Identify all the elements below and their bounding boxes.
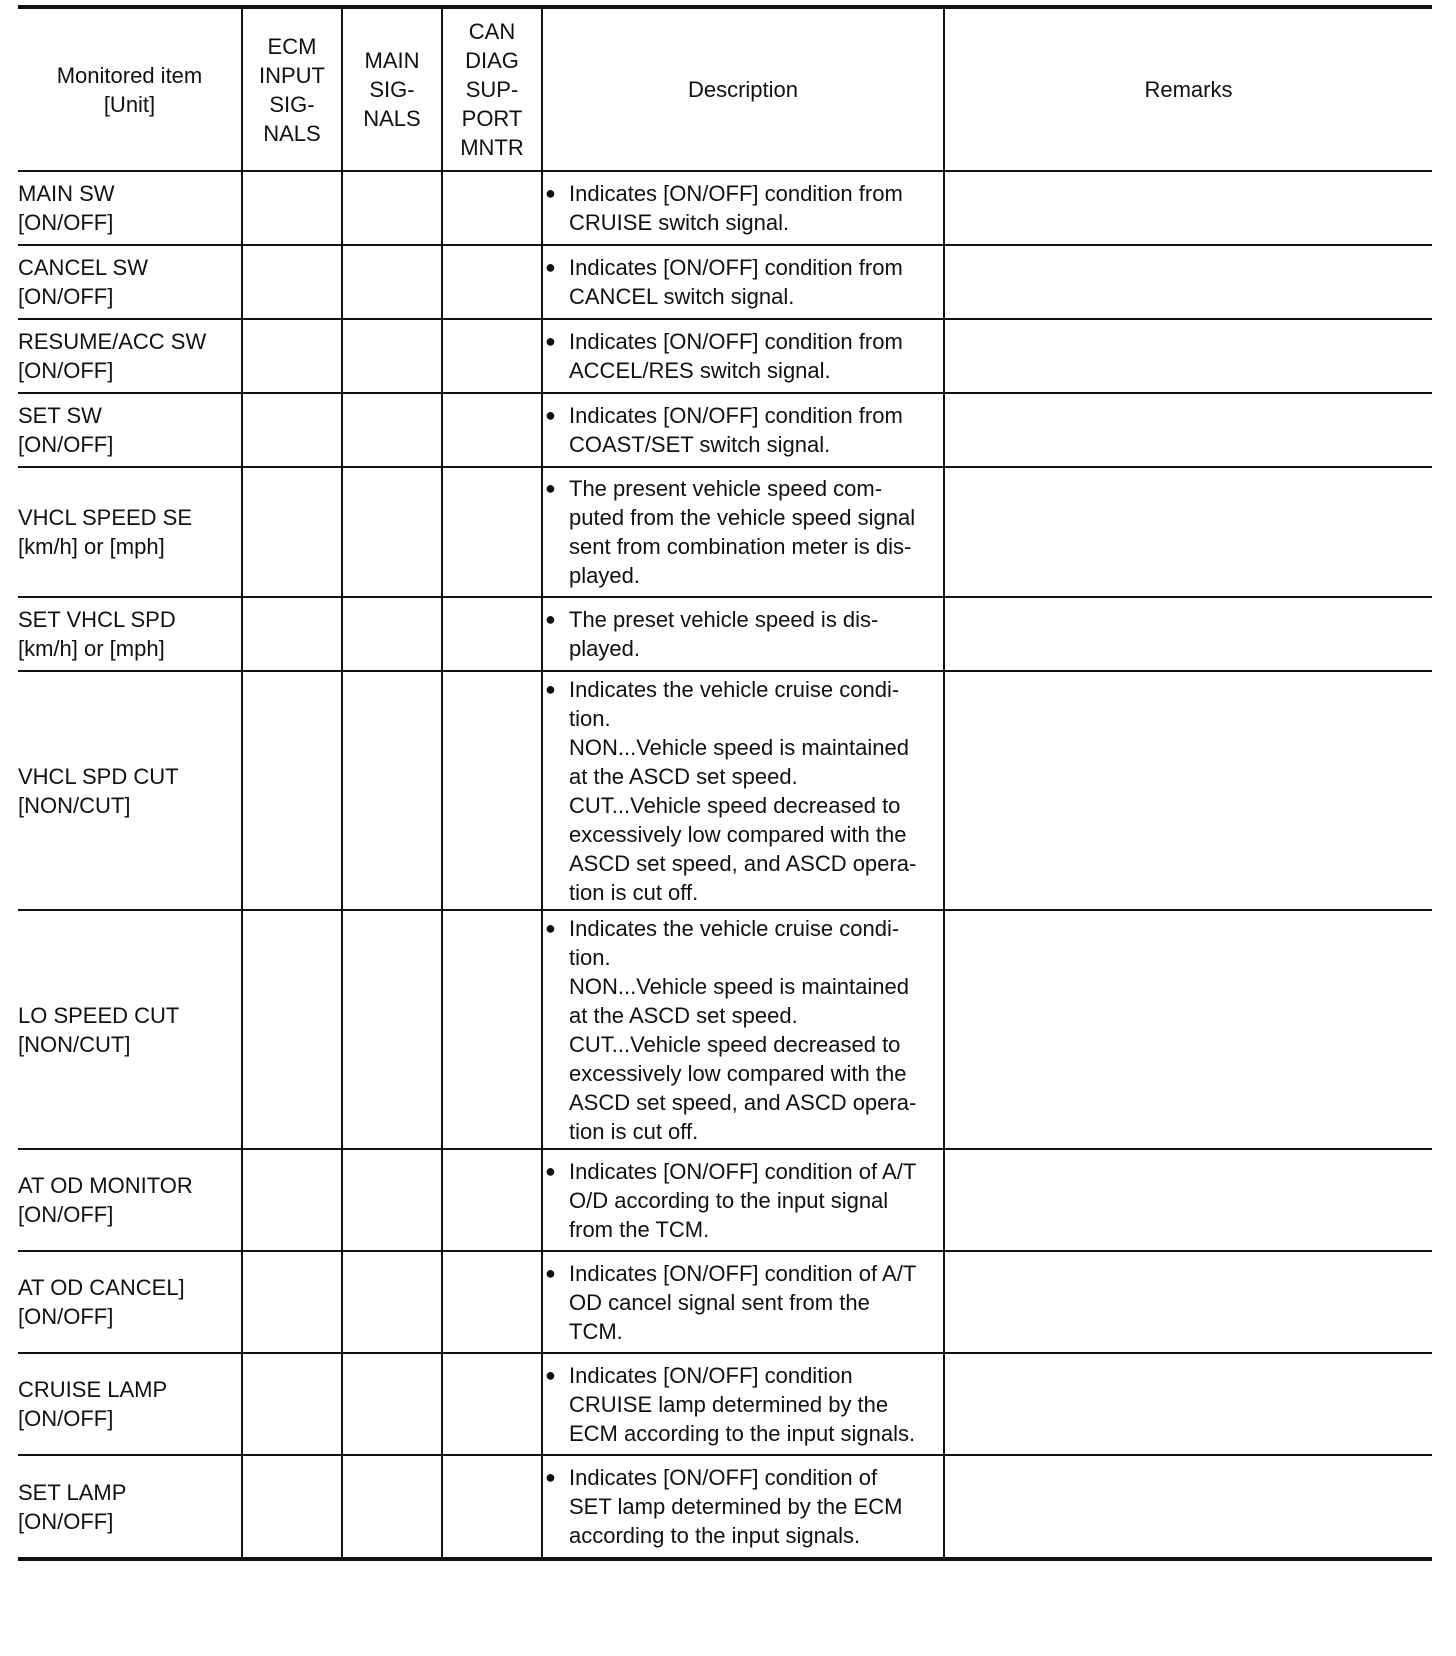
monitored-item-unit: [ON/OFF]	[18, 1508, 114, 1534]
monitored-item-cell	[18, 910, 242, 1149]
monitored-item-cell	[18, 467, 242, 597]
monitored-item-cell	[18, 1353, 242, 1455]
description-line: OD cancel signal sent from the	[569, 1289, 870, 1315]
monitored-item-cell	[18, 1149, 242, 1251]
description-line: ASCD set speed, and ASCD opera-	[569, 850, 917, 876]
ecm-input-signals-cell	[242, 467, 342, 597]
monitored-item-unit: [NON/CUT]	[18, 1031, 131, 1057]
description-text	[569, 675, 943, 907]
description-line: Indicates [ON/OFF] condition from	[569, 181, 903, 206]
can-diag-support-mntr-cell	[442, 467, 542, 597]
can-diag-support-mntr-cell	[442, 597, 542, 671]
description-line: ECM according to the input signals.	[569, 1420, 916, 1446]
can-diag-support-mntr-cell	[442, 1353, 542, 1455]
can-diag-support-mntr-cell	[442, 1455, 542, 1559]
monitored-item-name: CANCEL SW	[18, 255, 148, 280]
header-can-diag-support-mntr: CAN DIAG SUP- PORT MNTR	[442, 7, 542, 171]
description-line: excessively low compared with the	[569, 1060, 907, 1086]
description-line: Indicates [ON/OFF] condition of	[569, 1465, 878, 1490]
table-row	[18, 1353, 1432, 1455]
description-line: excessively low compared with the	[569, 821, 907, 847]
table-row	[18, 671, 1432, 910]
description-text	[569, 401, 943, 459]
monitored-item-name: AT OD MONITOR	[18, 1173, 193, 1198]
header-remarks: Remarks	[944, 7, 1432, 171]
bullet-icon: ●	[545, 1160, 556, 1181]
monitored-item-unit: [ON/OFF]	[18, 432, 114, 457]
description-line: Indicates [ON/OFF] condition from	[569, 255, 903, 280]
description-line: according to the input signals.	[569, 1523, 861, 1548]
description-cell	[542, 319, 944, 393]
description-line: at the ASCD set speed.	[569, 763, 798, 789]
remarks-cell	[944, 171, 1432, 245]
bullet-icon: ●	[545, 678, 556, 699]
can-diag-support-mntr-cell	[442, 171, 542, 245]
can-diag-support-mntr-cell	[442, 393, 542, 467]
main-signals-cell	[342, 171, 442, 245]
description-line: Indicates [ON/OFF] condition	[569, 1362, 853, 1388]
bullet-icon: ●	[545, 478, 556, 498]
description-cell	[542, 171, 944, 245]
description-line: O/D according to the input signal	[569, 1187, 889, 1213]
monitored-item-cell	[18, 171, 242, 245]
monitored-item-unit: [ON/OFF]	[18, 1406, 114, 1431]
bullet-icon: ●	[545, 405, 556, 425]
table-row	[18, 467, 1432, 597]
remarks-cell	[944, 467, 1432, 597]
bullet-icon: ●	[545, 1262, 556, 1283]
can-diag-support-mntr-cell	[442, 1251, 542, 1353]
table-row	[18, 245, 1432, 319]
main-signals-cell	[342, 393, 442, 467]
description-bullet-item	[543, 401, 943, 459]
description-line: played.	[569, 563, 640, 588]
remarks-cell	[944, 910, 1432, 1149]
main-signals-cell	[342, 597, 442, 671]
monitored-item-cell	[18, 319, 242, 393]
monitored-item-name: SET SW	[18, 403, 102, 428]
remarks-cell	[944, 1149, 1432, 1251]
ecm-input-signals-cell	[242, 319, 342, 393]
description-line: Indicates [ON/OFF] condition from	[569, 329, 903, 354]
description-line: tion.	[569, 944, 611, 970]
remarks-cell	[944, 597, 1432, 671]
monitored-item-unit: [ON/OFF]	[18, 1202, 114, 1227]
description-cell	[542, 245, 944, 319]
description-line: tion.	[569, 705, 611, 731]
description-bullet-item	[543, 1463, 943, 1550]
remarks-cell	[944, 1455, 1432, 1559]
ecm-input-signals-cell	[242, 245, 342, 319]
monitored-item-unit: [NON/CUT]	[18, 792, 131, 818]
description-line: tion is cut off.	[569, 1118, 699, 1144]
description-bullet-item	[543, 253, 943, 311]
main-signals-cell	[342, 1149, 442, 1251]
description-line: CRUISE switch signal.	[569, 210, 790, 235]
monitored-item-name: RESUME/ACC SW	[18, 329, 207, 354]
description-bullet-item	[543, 1361, 943, 1448]
description-line: ACCEL/RES switch signal.	[569, 358, 831, 383]
bullet-icon: ●	[545, 331, 556, 351]
description-cell	[542, 467, 944, 597]
description-text	[569, 1361, 943, 1448]
bullet-icon: ●	[545, 609, 556, 629]
ecm-input-signals-cell	[242, 1455, 342, 1559]
description-cell	[542, 1353, 944, 1455]
description-line: The preset vehicle speed is dis-	[569, 607, 879, 632]
description-bullet-item	[543, 914, 943, 1146]
description-line: The present vehicle speed com-	[569, 476, 883, 501]
description-text	[569, 474, 943, 590]
bullet-icon: ●	[545, 917, 556, 938]
monitor-item-document	[18, 5, 1432, 1561]
monitored-item-unit: [ON/OFF]	[18, 210, 114, 235]
description-cell	[542, 393, 944, 467]
can-diag-support-mntr-cell	[442, 671, 542, 910]
monitored-item-name: SET LAMP	[18, 1479, 127, 1505]
description-text	[569, 179, 943, 237]
description-line: sent from combination meter is dis-	[569, 534, 912, 559]
description-cell	[542, 671, 944, 910]
description-bullet-item	[543, 675, 943, 907]
remarks-cell	[944, 393, 1432, 467]
monitored-item-unit: [km/h] or [mph]	[18, 534, 165, 559]
monitored-item-name: AT OD CANCEL]	[18, 1275, 185, 1300]
remarks-cell	[944, 671, 1432, 910]
table-row	[18, 393, 1432, 467]
description-cell	[542, 910, 944, 1149]
header-main-signals: MAIN SIG- NALS	[342, 7, 442, 171]
description-text	[569, 605, 943, 663]
description-cell	[542, 1149, 944, 1251]
table-row	[18, 597, 1432, 671]
description-line: at the ASCD set speed.	[569, 1002, 798, 1028]
bullet-icon: ●	[545, 183, 556, 203]
can-diag-support-mntr-cell	[442, 1149, 542, 1251]
description-line: Indicates the vehicle cruise condi-	[569, 915, 900, 941]
main-signals-cell	[342, 245, 442, 319]
table-row	[18, 1149, 1432, 1251]
monitored-item-unit: [km/h] or [mph]	[18, 636, 165, 661]
ecm-input-signals-cell	[242, 1149, 342, 1251]
can-diag-support-mntr-cell	[442, 910, 542, 1149]
table-row	[18, 171, 1432, 245]
description-line: COAST/SET switch signal.	[569, 432, 831, 457]
description-text	[569, 1463, 943, 1550]
monitored-item-name: CRUISE LAMP	[18, 1377, 168, 1402]
description-text	[569, 327, 943, 385]
monitored-item-name: MAIN SW	[18, 181, 115, 206]
table-row	[18, 910, 1432, 1149]
description-bullet-item	[543, 474, 943, 590]
monitored-item-name: SET VHCL SPD	[18, 607, 176, 632]
description-line: TCM.	[569, 1318, 623, 1344]
monitored-item-cell	[18, 393, 242, 467]
description-line: Indicates [ON/OFF] condition of A/T	[569, 1158, 917, 1184]
header-monitored-item: Monitored item [Unit]	[18, 7, 242, 171]
description-line: from the TCM.	[569, 1216, 710, 1242]
header-ecm-input-signals: ECM INPUT SIG- NALS	[242, 7, 342, 171]
bullet-icon: ●	[545, 1364, 556, 1385]
description-cell	[542, 597, 944, 671]
description-line: NON...Vehicle speed is maintained	[569, 734, 909, 760]
description-line: puted from the vehicle speed signal	[569, 505, 916, 530]
ecm-input-signals-cell	[242, 597, 342, 671]
main-signals-cell	[342, 319, 442, 393]
description-text	[569, 253, 943, 311]
description-line: ASCD set speed, and ASCD opera-	[569, 1089, 917, 1115]
description-line: Indicates [ON/OFF] condition of A/T	[569, 1260, 917, 1286]
main-signals-cell	[342, 1455, 442, 1559]
description-line: CUT...Vehicle speed decreased to	[569, 1031, 901, 1057]
header-description: Description	[542, 7, 944, 171]
description-line: CUT...Vehicle speed decreased to	[569, 792, 901, 818]
monitored-item-unit: [ON/OFF]	[18, 284, 114, 309]
main-signals-cell	[342, 1251, 442, 1353]
ecm-input-signals-cell	[242, 910, 342, 1149]
description-bullet-item	[543, 1157, 943, 1244]
description-bullet-item	[543, 605, 943, 663]
description-line: Indicates [ON/OFF] condition from	[569, 403, 903, 428]
monitored-item-name: LO SPEED CUT	[18, 1002, 180, 1028]
description-line: CRUISE lamp determined by the	[569, 1391, 889, 1417]
ecm-input-signals-cell	[242, 1251, 342, 1353]
description-line: CANCEL switch signal.	[569, 284, 795, 309]
monitored-item-unit: [ON/OFF]	[18, 1304, 114, 1329]
monitored-item-cell	[18, 671, 242, 910]
description-line: Indicates the vehicle cruise condi-	[569, 676, 900, 702]
table-header-row	[18, 7, 1432, 171]
main-signals-cell	[342, 910, 442, 1149]
remarks-cell	[944, 1353, 1432, 1455]
remarks-cell	[944, 245, 1432, 319]
monitor-item-table	[18, 5, 1432, 1561]
description-bullet-item	[543, 179, 943, 237]
main-signals-cell	[342, 1353, 442, 1455]
remarks-cell	[944, 1251, 1432, 1353]
description-bullet-item	[543, 1259, 943, 1346]
ecm-input-signals-cell	[242, 671, 342, 910]
description-text	[569, 1259, 943, 1346]
description-text	[569, 1157, 943, 1244]
can-diag-support-mntr-cell	[442, 245, 542, 319]
description-line: played.	[569, 636, 640, 661]
description-cell	[542, 1455, 944, 1559]
description-text	[569, 914, 943, 1146]
can-diag-support-mntr-cell	[442, 319, 542, 393]
monitored-item-cell	[18, 1455, 242, 1559]
monitored-item-cell	[18, 597, 242, 671]
description-line: NON...Vehicle speed is maintained	[569, 973, 909, 999]
description-cell	[542, 1251, 944, 1353]
ecm-input-signals-cell	[242, 393, 342, 467]
description-line: SET lamp determined by the ECM	[569, 1494, 903, 1519]
monitored-item-cell	[18, 245, 242, 319]
main-signals-cell	[342, 671, 442, 910]
monitored-item-unit: [ON/OFF]	[18, 358, 114, 383]
table-row	[18, 319, 1432, 393]
table-row	[18, 1251, 1432, 1353]
main-signals-cell	[342, 467, 442, 597]
bullet-icon: ●	[545, 1467, 556, 1487]
bullet-icon: ●	[545, 257, 556, 277]
monitored-item-name: VHCL SPD CUT	[18, 763, 179, 789]
ecm-input-signals-cell	[242, 1353, 342, 1455]
description-bullet-item	[543, 327, 943, 385]
remarks-cell	[944, 319, 1432, 393]
monitored-item-cell	[18, 1251, 242, 1353]
monitored-item-name: VHCL SPEED SE	[18, 505, 193, 530]
table-row	[18, 1455, 1432, 1559]
description-line: tion is cut off.	[569, 879, 699, 905]
ecm-input-signals-cell	[242, 171, 342, 245]
